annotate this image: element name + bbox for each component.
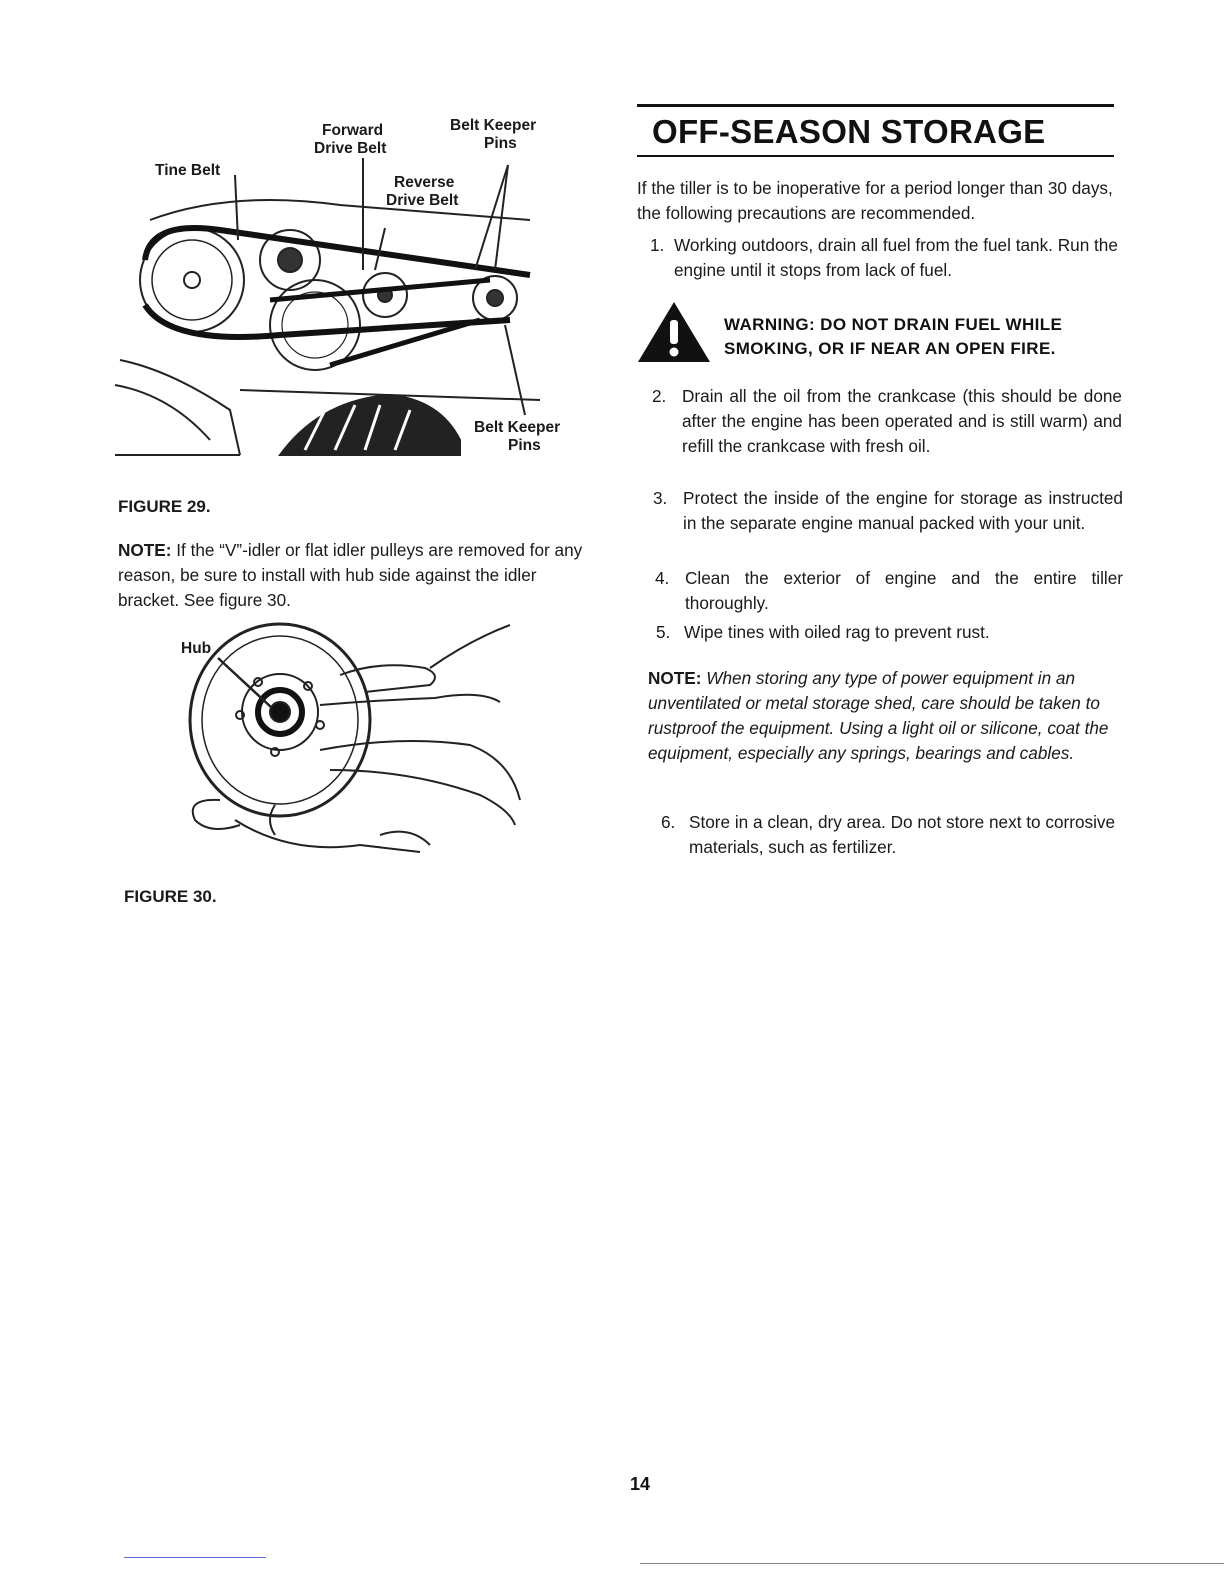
step-2-text: Drain all the oil from the crankcase (this should be done after the engine has been operated and is still warm) and refill the crankcase with fresh oil. <box>682 386 1122 456</box>
storage-note-head: NOTE: <box>648 668 702 688</box>
warning-text <box>724 313 1134 361</box>
step-5-number: 5. <box>656 622 671 642</box>
step-4-number: 4. <box>655 568 670 588</box>
label-belt-keeper-bottom-line1: Belt Keeper <box>474 419 561 436</box>
storage-note-text: When storing any type of power equipment in an unventilated or metal storage shed, care should be taken to rustproof the equipment. Using a light oil or silicone, coat the equipment, especially any springs, bearings and cables. <box>648 668 1109 763</box>
label-reverse-drive-belt <box>386 174 496 210</box>
step-1-number: 1. <box>650 235 665 255</box>
label-tine-belt: Tine Belt <box>155 162 221 179</box>
label-belt-keeper-bottom-line2: Pins <box>508 437 541 454</box>
figure-29-caption: FIGURE 29. <box>118 497 211 516</box>
label-reverse-line2: Drive Belt <box>386 192 459 209</box>
heading-rule-top <box>637 104 1114 107</box>
warning-block <box>636 300 1126 362</box>
label-forward-line1: Forward <box>322 122 384 139</box>
hub-pulley-illustration <box>180 620 540 880</box>
step-2-number: 2. <box>652 386 667 406</box>
label-hub: Hub <box>181 640 212 657</box>
step-5 <box>656 620 1124 645</box>
figure-30-caption: FIGURE 30. <box>124 887 217 906</box>
warning-line-2: SMOKING, OR IF NEAR AN OPEN FIRE. <box>724 339 1056 358</box>
step-3-number: 3. <box>653 488 668 508</box>
section-heading: OFF-SEASON STORAGE <box>652 113 1046 150</box>
left-note-head: NOTE: <box>118 540 172 560</box>
label-belt-keeper-pins-top <box>450 117 570 153</box>
left-note <box>118 538 598 613</box>
section-intro: If the tiller is to be inoperative for a period longer than 30 days, the following precautions are recommended. <box>637 178 1113 223</box>
step-1 <box>650 233 1120 283</box>
step-1-text: Working outdoors, drain all fuel from the fuel tank. Run the engine until it stops from lack of fuel. <box>674 235 1118 280</box>
label-belt-keeper-top-line1: Belt Keeper <box>450 117 537 134</box>
figure-30 <box>180 620 540 880</box>
step-6-number: 6. <box>661 812 676 832</box>
warning-line-1: WARNING: DO NOT DRAIN FUEL WHILE <box>724 315 1063 334</box>
step-3 <box>653 486 1123 536</box>
step-5-text: Wipe tines with oiled rag to prevent rust. <box>684 622 990 642</box>
label-forward-drive-belt <box>314 122 414 158</box>
label-belt-keeper-pins-bottom <box>474 419 594 455</box>
step-3-text: Protect the inside of the engine for storage as instructed in the separate engine manual packed with your unit. <box>683 488 1123 533</box>
step-4-text: Clean the exterior of engine and the entire tiller thoroughly. <box>685 568 1123 613</box>
bottom-left-line <box>124 1557 266 1558</box>
page-number: 14 <box>629 1474 651 1494</box>
label-forward-line2: Drive Belt <box>314 140 387 157</box>
step-2 <box>652 384 1122 459</box>
storage-note <box>648 666 1126 766</box>
step-4 <box>655 566 1123 616</box>
step-6 <box>661 810 1127 860</box>
bottom-right-line <box>640 1563 1224 1564</box>
left-note-text: If the “V”-idler or flat idler pulleys are removed for any reason, be sure to install with hub side against the idler bracket. See figure 30. <box>118 540 583 610</box>
label-reverse-line1: Reverse <box>394 174 455 191</box>
step-6-text: Store in a clean, dry area. Do not store next to corrosive materials, such as fertilizer. <box>689 812 1116 857</box>
heading-rule-bottom <box>637 155 1114 157</box>
warning-triangle-icon <box>636 300 712 364</box>
label-belt-keeper-top-line2: Pins <box>484 135 517 152</box>
